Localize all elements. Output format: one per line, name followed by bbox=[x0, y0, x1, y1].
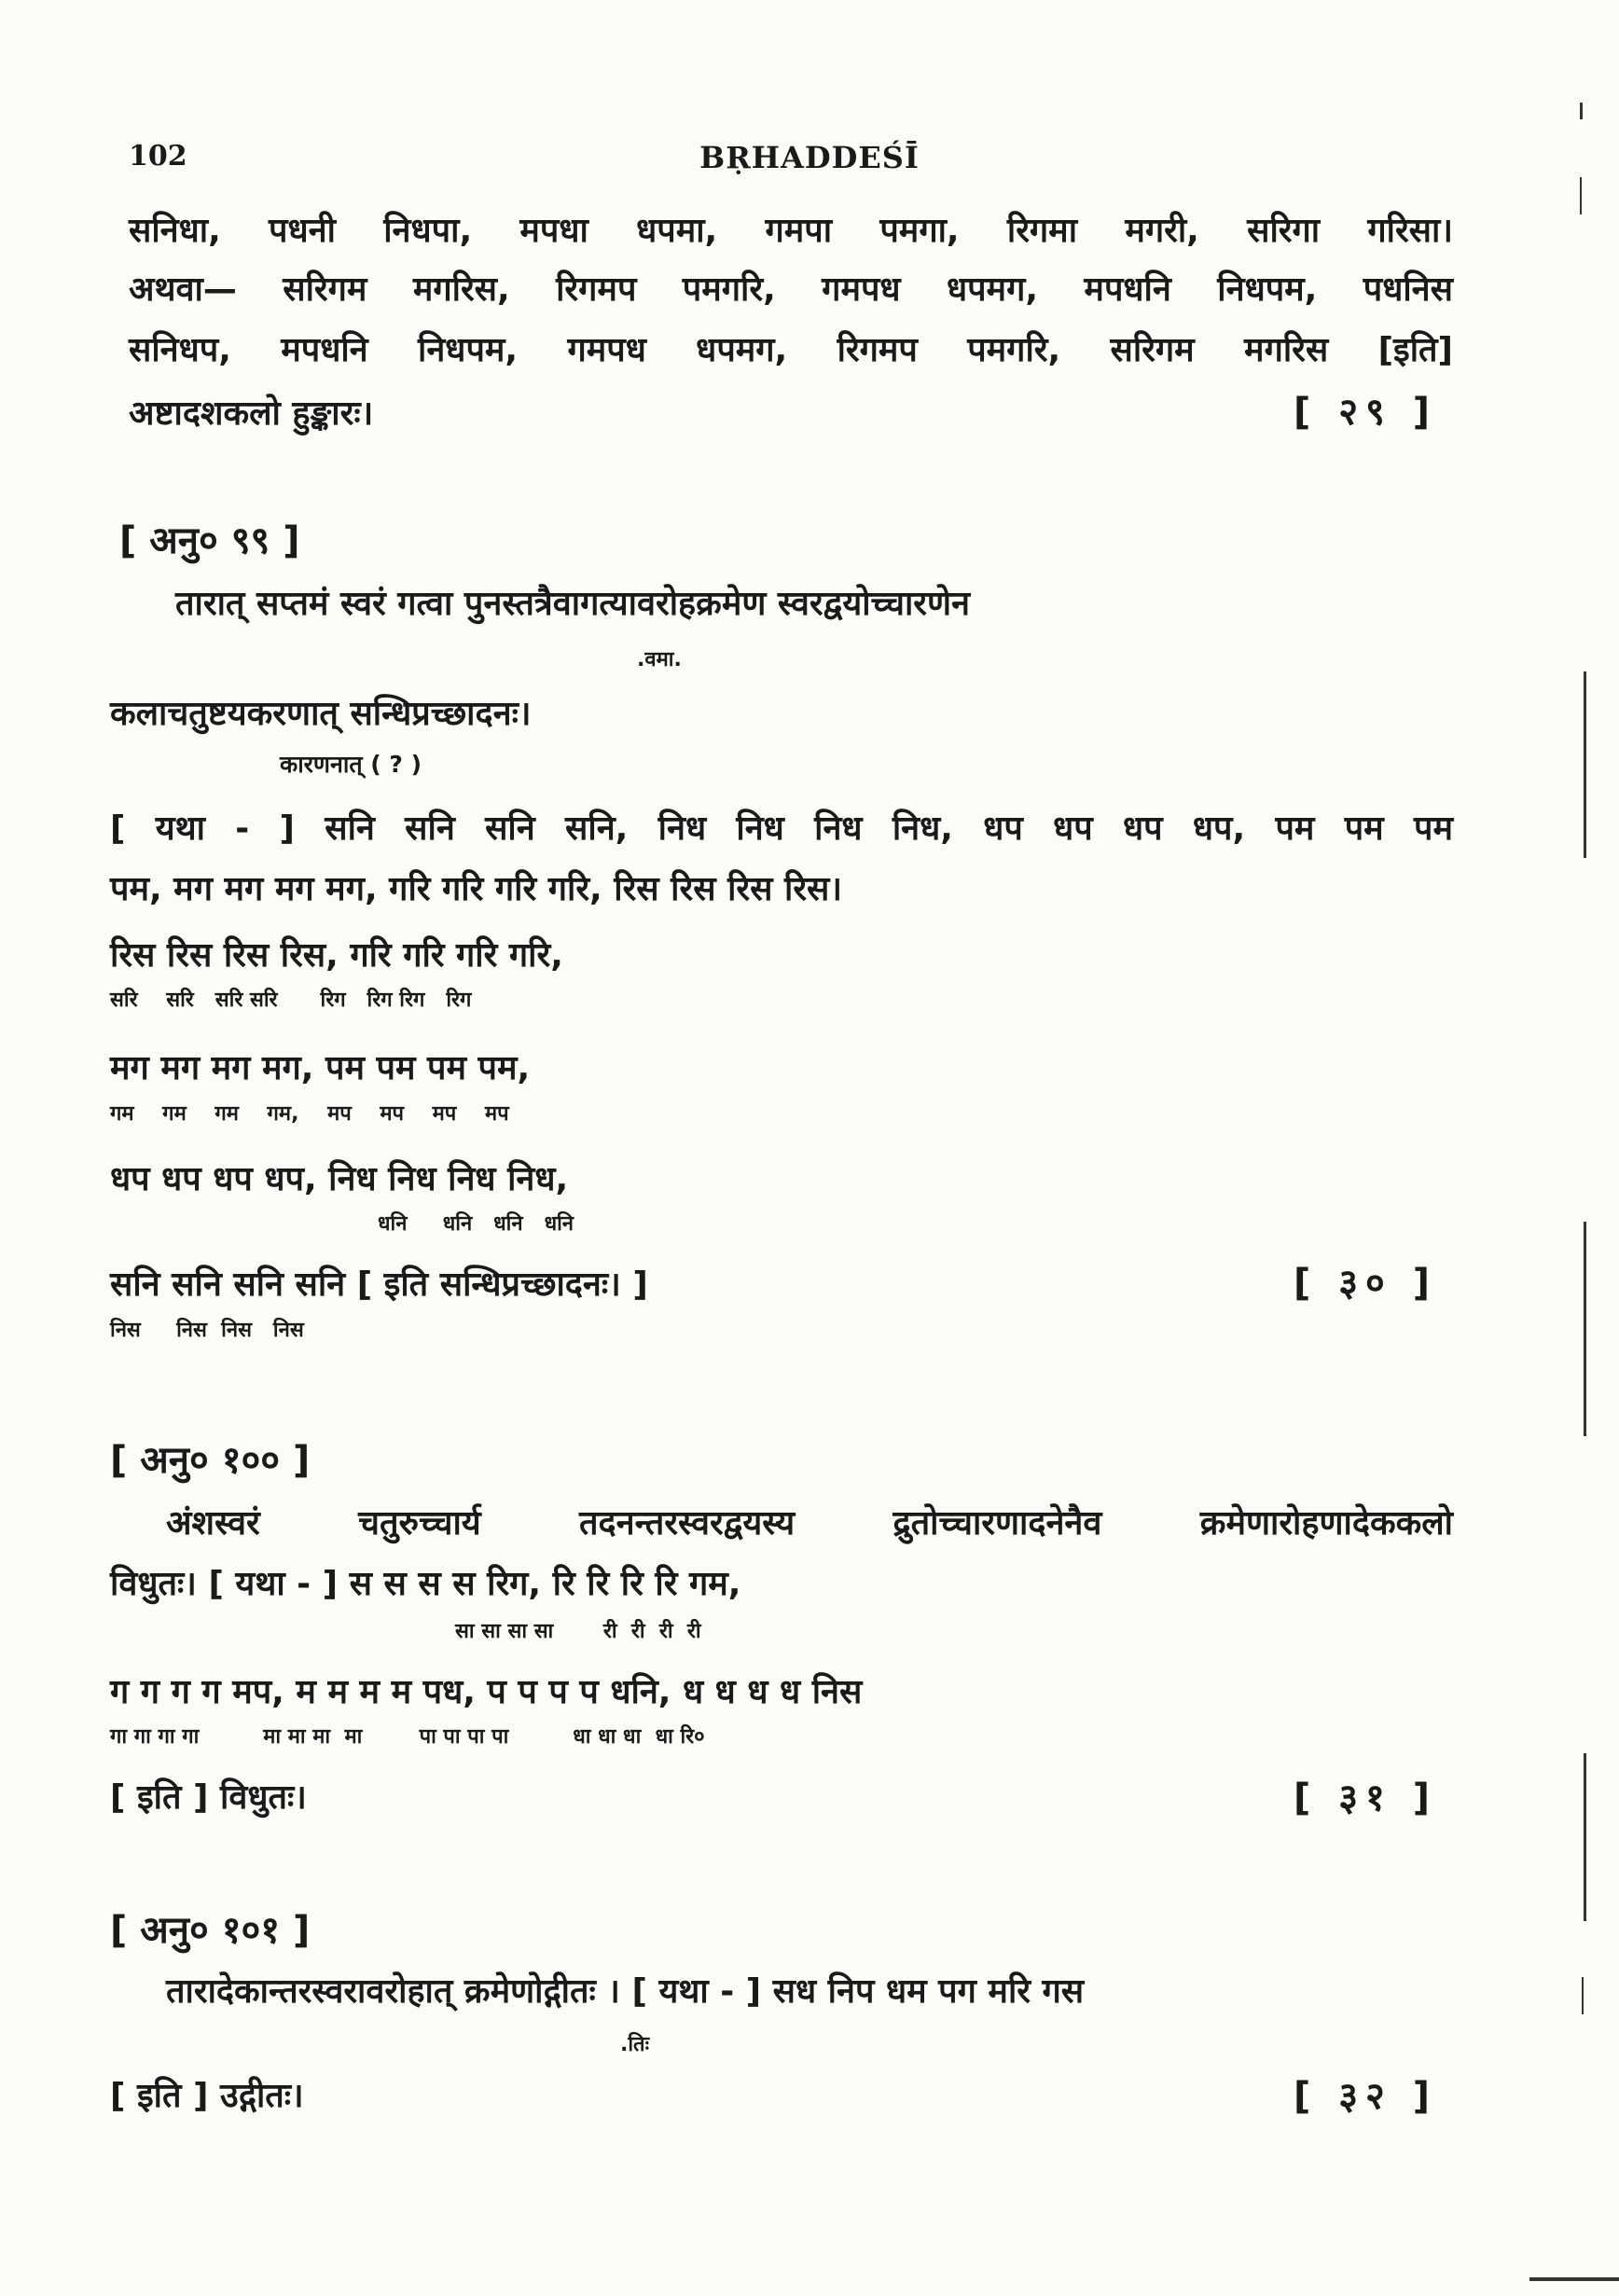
a99-footnote-2: कारणनात् ( ? ) bbox=[280, 751, 422, 778]
scan-mark bbox=[1584, 671, 1586, 858]
a100-line-2-variant: सा सा सा सा री री री री bbox=[455, 1620, 701, 1643]
scan-mark bbox=[1582, 1977, 1584, 2014]
v29-line-2: अथवा— सरिगम मगरिस, रिगमप पमगरि, गमपध धपमग, मपधनि निधपम, पधनिस bbox=[129, 270, 1453, 309]
a101-line-1: तारादेकान्तरस्वरावरोहात् क्रमेणोद्गीतः । [ यथा - ] सध निप धम पग मरि गस bbox=[166, 1972, 1085, 2011]
a101-footnote-1: .तिः bbox=[620, 2033, 650, 2056]
v29-line-1: सनिधा, पधनी निधपा, मपधा धपमा, गमपा पमगा, रिगमा मगरी, सरिगा गरिसा। bbox=[129, 212, 1453, 250]
section-heading-100: [ अनु० १०० ] bbox=[110, 1439, 311, 1482]
a99-line-6: मग मग मग मग, पम पम पम पम, bbox=[110, 1049, 531, 1087]
v29-line-3: सनिधप, मपधनि निधपम, गमपध धपमग, रिगमप पमगरि, सरिगम मगरिस [इति] bbox=[129, 331, 1453, 369]
scan-mark bbox=[1529, 2277, 1619, 2281]
a99-line-7: धप धप धप धप, निध निध निध निध, bbox=[110, 1160, 569, 1198]
v29-line-4: अष्टादशकलो हुङ्कारः। bbox=[129, 394, 374, 433]
a100-line-3-variant: गा गा गा गा मा मा मा मा पा पा पा पा धा धा धा धा रि० bbox=[110, 1725, 705, 1749]
a99-line-8: सनि सनि सनि सनि [ इति सन्धिप्रच्छादनः। ] bbox=[110, 1266, 648, 1304]
a100-line-2: विधुतः। [ यथा - ] स स स स रिग, रि रि रि रि गम, bbox=[110, 1565, 741, 1603]
page-number: 102 bbox=[129, 140, 187, 173]
a100-line-1: अंशस्वरं चतुरुच्चार्य तदनन्तरस्वरद्वयस्य द्रुतोच्चारणादनेनैव क्रमेणारोहणादेककलो bbox=[166, 1504, 1453, 1542]
verse-number-30: [ ३० ] bbox=[1293, 1262, 1437, 1305]
running-header-title: BṚHADDEŚĪ bbox=[699, 140, 920, 175]
a99-line-5: रिस रिस रिस रिस, गरि गरि गरि गरि, bbox=[110, 936, 563, 975]
scan-mark bbox=[1580, 177, 1582, 214]
a100-line-4: [ इति ] विधुतः। bbox=[110, 1778, 307, 1817]
section-heading-99: [ अनु० ९९ ] bbox=[119, 519, 300, 562]
a101-line-2: [ इति ] उद्गीतः। bbox=[110, 2077, 304, 2115]
scan-mark bbox=[1584, 1222, 1586, 1436]
a99-line-4: पम, मग मग मग मग, गरि गरि गरि गरि, रिस रिस रिस रिस। bbox=[110, 870, 843, 908]
a99-line-2: कलाचतुष्टयकरणात् सन्धिप्रच्छादनः। bbox=[110, 695, 532, 733]
a99-footnote-1: .वमा. bbox=[637, 648, 682, 671]
scan-mark bbox=[1580, 103, 1583, 119]
verse-number-29: [ २९ ] bbox=[1293, 391, 1437, 434]
a99-line-3: [ यथा - ] सनि सनि सनि सनि, निध निध निध निध, धप धप धप धप, पम पम पम bbox=[110, 809, 1453, 848]
a99-line-8-variant: निस निस निस निस bbox=[110, 1319, 304, 1342]
a99-line-6-variant: गम गम गम गम, मप मप मप मप bbox=[110, 1102, 509, 1126]
section-heading-101: [ अनु० १०१ ] bbox=[110, 1909, 311, 1952]
scan-mark bbox=[1584, 1753, 1586, 1921]
a100-line-3: ग ग ग ग मप, म म म म पध, प प प प धनि, ध ध ध ध निस bbox=[110, 1673, 863, 1711]
verse-number-31: [ ३१ ] bbox=[1293, 1777, 1437, 1819]
a99-line-5-variant: सरि सरि सरि सरि रिग रिग रिग रिग bbox=[110, 989, 472, 1012]
a99-line-1: तारात् सप्तमं स्वरं गत्वा पुनस्तत्रैवागत्यावरोहक्रमेण स्वरद्वयोच्चारणेन bbox=[175, 585, 971, 623]
verse-number-32: [ ३२ ] bbox=[1293, 2075, 1437, 2118]
a99-line-7-variant: धनि धनि धनि धनि bbox=[378, 1212, 574, 1236]
